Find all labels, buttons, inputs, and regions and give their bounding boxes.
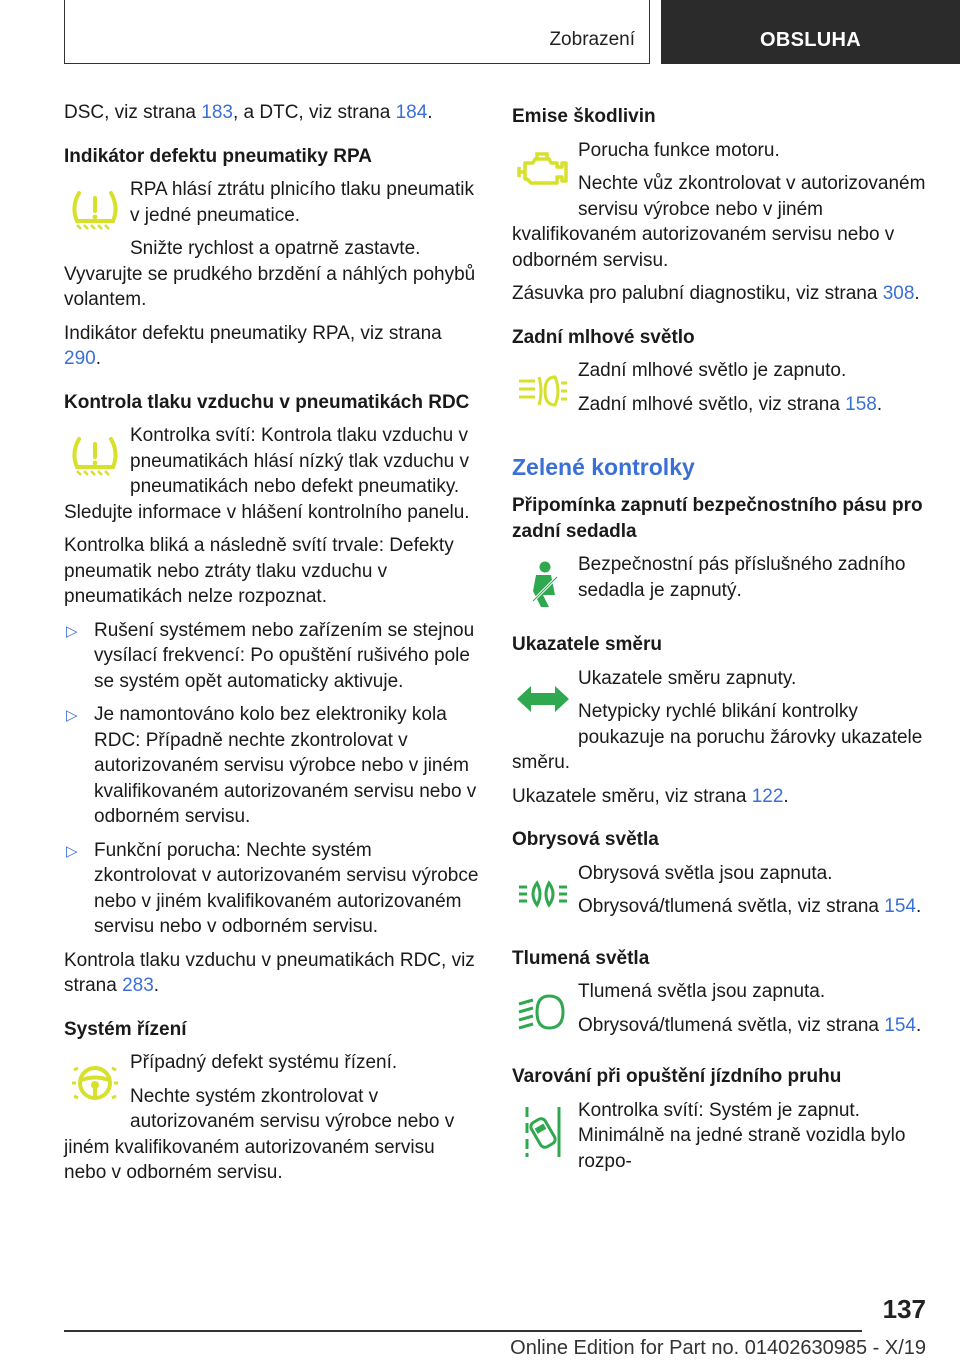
- turn-reference: Ukazatele směru, viz strana 122.: [512, 785, 789, 807]
- heading-rearfog: Zadní mlhové světlo: [512, 326, 695, 348]
- belt-text-1: Bezpečnostní pás příslušného zadního sedadla je zapnutý.: [578, 554, 906, 601]
- seatbelt-icon: [512, 558, 574, 612]
- parking-light-icon: [512, 867, 574, 921]
- tire-pressure-icon: [64, 429, 126, 483]
- page-link[interactable]: 154: [884, 896, 916, 917]
- heading-lane: Varování při opuštění jízdního pruhu: [512, 1066, 842, 1087]
- parking-reference: Obrysová/tlumená světla, viz strana 154.: [578, 896, 922, 917]
- entry-belt: [512, 552, 932, 603]
- lowbeam-reference: Obrysová/tlumená světla, viz strana 154.: [578, 1014, 922, 1036]
- entry-steering: [64, 1050, 479, 1186]
- rear-fog-light-icon: [512, 364, 574, 418]
- intro-paragraph: DSC, viz strana 183, a DTC, viz strana 184.: [64, 102, 433, 123]
- page-link[interactable]: 122: [751, 785, 784, 807]
- right-column: [512, 100, 932, 1182]
- page-link[interactable]: 184: [395, 102, 428, 123]
- page-link[interactable]: 308: [882, 283, 915, 304]
- turn-text-1: Ukazatele směru zapnuty.: [578, 667, 797, 689]
- triangle-bullet-icon: ▷: [66, 707, 78, 724]
- rdc-bullet-list: [64, 618, 479, 940]
- lane-text-1: Kontrolka svítí: Systém je zapnut. Minimálně na jedné straně vozidla bylo rozpo-: [578, 1099, 906, 1172]
- entry-rearfog: [512, 358, 932, 417]
- page-link[interactable]: 158: [845, 393, 877, 415]
- list-item: ▷ Rušení systémem nebo zařízením se stejnou vysílací frekvencí: Po opuštění rušivého pole se systém opět automaticky aktivuje.: [66, 619, 475, 692]
- rdc-text-1: Kontrolka svítí: Kontrola tlaku vzduchu v pneumatikách hlásí nízký tlak vzduchu v pneumatikách nebo defekt pneumatiky. Sledujte informace v hlášení kontrolního panelu.: [64, 425, 470, 523]
- steering-wheel-icon: [64, 1056, 126, 1110]
- page-link[interactable]: 290: [64, 348, 96, 369]
- footer-divider: [64, 1330, 862, 1332]
- turn-text-2: Netypicky rychlé blikání kontrolky poukazuje na poruchu žárovky ukazatele směru.: [512, 701, 923, 773]
- header-section-box: [64, 0, 650, 64]
- triangle-bullet-icon: ▷: [66, 622, 78, 640]
- steering-text-1: Případný defekt systému řízení.: [130, 1052, 398, 1073]
- entry-lane: [512, 1098, 932, 1175]
- emission-reference: Zásuvka pro palubní diagnostiku, viz strana 308.: [512, 283, 920, 304]
- engine-icon: [512, 144, 574, 198]
- heading-emission: Emise škodlivin: [512, 106, 656, 127]
- rearfog-text-1: Zadní mlhové světlo je zapnuto.: [578, 360, 847, 381]
- rearfog-reference: Zadní mlhové světlo, viz strana 158.: [578, 393, 883, 415]
- entry-rpa: [64, 177, 479, 313]
- heading-rdc: Kontrola tlaku vzduchu v pneumatikách RDC: [64, 391, 470, 413]
- lowbeam-text-1: Tlumená světla jsou zapnuta.: [578, 981, 826, 1002]
- low-beam-icon: [512, 985, 574, 1039]
- emission-text-2: Nechte vůz zkontrolovat v autorizovaném servisu výrobce nebo v jiném kvalifikovaném autorizovaném servisu nebo v odborném servisu.: [512, 173, 926, 271]
- rdc-reference: Kontrola tlaku vzduchu v pneumatikách RDC, viz strana 283.: [64, 949, 475, 996]
- rpa-reference: Indikátor defektu pneumatiky RPA, viz strana 290.: [64, 322, 442, 369]
- edition-text: Online Edition for Part no. 01402630985 - X/19: [510, 1337, 926, 1359]
- chapter-tab: [661, 0, 960, 64]
- heading-steering: Systém řízení: [64, 1018, 187, 1040]
- green-indicators-heading: Zelené kontrolky: [512, 454, 695, 480]
- rpa-text-2: Snižte rychlost a opatrně zastavte. Vyvarujte se prudkého brzdění a náhlých pohybů volantem.: [64, 238, 476, 310]
- rdc-text-2: Kontrolka bliká a následně svítí trvale: Defekty pneumatik nebo ztráty tlaku vzduchu v pneumatikách nelze rozpoznat.: [64, 535, 454, 607]
- page-link[interactable]: 183: [201, 102, 233, 123]
- tire-pressure-icon: [64, 183, 126, 237]
- emission-text-1: Porucha funkce motoru.: [578, 139, 780, 161]
- heading-parking: Obrysová světla: [512, 829, 659, 850]
- list-item: ▷ Funkční porucha: Nechte systém zkontrolovat v autorizovaném servisu výrobce nebo v jiném kvalifikovaném autorizovaném servisu nebo v odborném servisu.: [66, 839, 479, 937]
- rpa-text-1: RPA hlásí ztrátu plnicího tlaku pneumatik v jedné pneumatice.: [130, 179, 474, 226]
- parking-text-1: Obrysová světla jsou zapnuta.: [578, 862, 833, 884]
- lane-departure-icon: [512, 1104, 574, 1158]
- entry-parking: [512, 861, 932, 920]
- entry-turn: [512, 666, 932, 776]
- heading-belt: Připomínka zapnutí bezpečnostního pásu pro zadní sedadla: [512, 495, 923, 542]
- heading-lowbeam: Tlumená světla: [512, 947, 650, 969]
- turn-signal-icon: [512, 672, 574, 726]
- page-number: 137: [882, 1294, 926, 1324]
- steering-text-2: Nechte systém zkontrolovat v autorizovaném servisu výrobce nebo v jiném kvalifikovaném autorizovaném servisu nebo v odborném servisu.: [64, 1085, 455, 1183]
- page-link[interactable]: 283: [122, 975, 154, 996]
- entry-rdc: [64, 423, 479, 525]
- chapter-title: OBSLUHA: [760, 29, 861, 51]
- entry-lowbeam: [512, 979, 932, 1038]
- triangle-bullet-icon: ▷: [66, 842, 78, 860]
- left-column: [64, 100, 479, 1194]
- heading-turn: Ukazatele směru: [512, 634, 662, 655]
- heading-rpa: Indikátor defektu pneumatiky RPA: [64, 145, 372, 167]
- section-title: Zobrazení: [549, 29, 635, 50]
- page-link[interactable]: 154: [884, 1014, 916, 1036]
- entry-emission: [512, 138, 932, 274]
- list-item: ▷ Je namontováno kolo bez elektroniky kola RDC: Případně nechte zkontrolovat v autorizovaném servisu výrobce nebo v jiném kvalifikovaném autorizovaném servisu nebo v odborném servisu.: [66, 704, 477, 827]
